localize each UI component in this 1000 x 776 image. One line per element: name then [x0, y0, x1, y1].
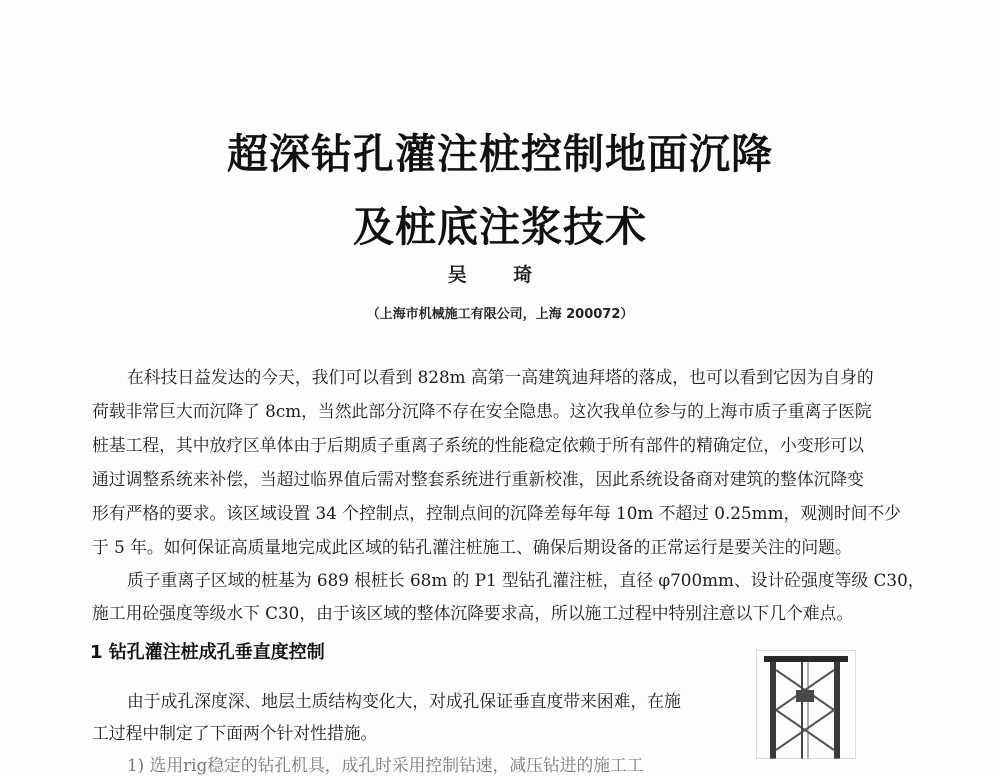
body-line: 桩基工程，其中放疗区单体由于后期质子重离子系统的性能稳定依赖于所有部件的精确定位，小变形可以	[92, 435, 864, 455]
body-line: 通过调整系统来补偿，当超过临界值后需对整套系统进行重新校准，因此系统设备商对建筑的整体沉降变	[92, 469, 864, 489]
section-body-line: 工过程中制定了下面两个针对性措施。	[92, 723, 378, 743]
body-line: 形有严格的要求。该区域设置 34 个控制点，控制点间的沉降差每年每 10m 不超过 0.25mm，观测时间不少	[92, 503, 901, 523]
section-heading: 1 钻孔灌注桩成孔垂直度控制	[90, 642, 325, 663]
body-line: 质子重离子区域的桩基为 689 根桩长 68m 的 P1 型钻孔灌注桩，直径 φ700mm、设计砼强度等级 C30，	[127, 570, 925, 590]
author: 吴 琦	[447, 264, 553, 286]
title-line-2: 及桩底注浆技术	[353, 203, 647, 251]
body-line: 荷载非常巨大而沉降了 8cm，当然此部分沉降不存在安全隐患。这次我单位参与的上海市质子重离子医院	[92, 401, 872, 421]
drilling-rig-photo	[756, 650, 856, 759]
affiliation: （上海市机械施工有限公司，上海 200072）	[366, 307, 634, 322]
body-line: 在科技日益发达的今天，我们可以看到 828m 高第一高建筑迪拜塔的落成，也可以看到它因为自身的	[127, 367, 874, 387]
section-body-line-cut: 1) 选用rig稳定的钻孔机具，成孔时采用控制钻速，减压钻进的施工工	[127, 755, 644, 775]
body-line: 于 5 年。如何保证高质量地完成此区域的钻孔灌注桩施工、确保后期设备的正常运行是要关注的问题。	[92, 537, 852, 557]
title-line-1: 超深钻孔灌注桩控制地面沉降	[227, 130, 773, 178]
body-line: 施工用砼强度等级水下 C30，由于该区域的整体沉降要求高，所以施工过程中特别注意以下几个难点。	[92, 603, 854, 623]
section-body-line: 由于成孔深度深、地层土质结构变化大，对成孔保证垂直度带来困难，在施	[127, 691, 681, 711]
